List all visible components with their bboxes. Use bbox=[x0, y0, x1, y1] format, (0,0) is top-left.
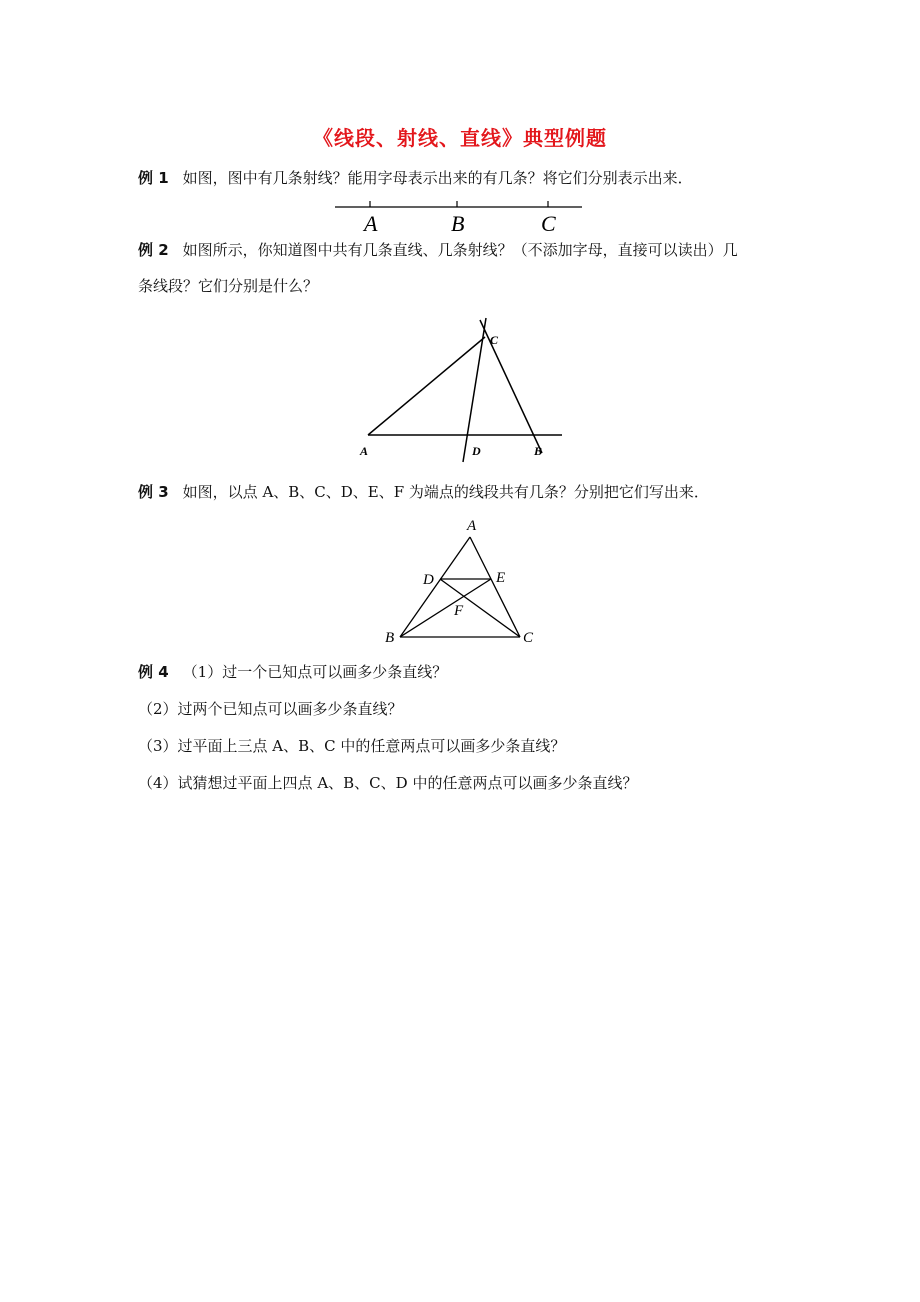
point-label-d: D bbox=[423, 572, 434, 588]
segment-be bbox=[400, 579, 491, 637]
point-label-b: B bbox=[385, 630, 395, 646]
point-label-e: E bbox=[496, 570, 506, 586]
example-3 bbox=[138, 482, 709, 502]
example-2-line-2 bbox=[138, 276, 318, 296]
example-4-q1-text: （1）过一个已知点可以画多少条直线？ bbox=[182, 663, 448, 681]
segment-dc bbox=[440, 579, 520, 637]
example-2-label: 例 2 bbox=[138, 241, 169, 259]
page-title: 《线段、射线、直线》典型例题 bbox=[313, 126, 607, 150]
example-1 bbox=[138, 168, 693, 188]
example-1-label: 例 1 bbox=[138, 169, 169, 187]
point-label-b: B bbox=[534, 444, 543, 458]
example-1-text: 如图，图中有几条射线？能用字母表示出来的有几条？将它们分别表示出来． bbox=[182, 169, 693, 187]
example-4-label: 例 4 bbox=[138, 663, 169, 681]
point-label-f: F bbox=[454, 603, 464, 619]
example-2-text-2: 条线段？它们分别是什么？ bbox=[138, 277, 319, 295]
example-4-q4 bbox=[138, 773, 637, 793]
example-2-line-1 bbox=[138, 240, 738, 260]
segment-ac bbox=[368, 337, 485, 435]
example-4-q2-text: （2）过两个已知点可以画多少条直线？ bbox=[138, 700, 403, 718]
example-4-q2 bbox=[138, 699, 403, 719]
point-label-c: C bbox=[490, 333, 499, 347]
point-label-a: A bbox=[360, 444, 369, 458]
example-4-q1 bbox=[138, 662, 447, 682]
point-label-b: B bbox=[451, 211, 465, 235]
triangle-def-figure bbox=[380, 512, 550, 650]
point-label-a: A bbox=[364, 211, 378, 235]
example-4-q3 bbox=[138, 736, 565, 756]
example-2-text-1: 如图所示，你知道图中共有几条直线、几条射线？（不添加字母，直接可以读出）几 bbox=[182, 241, 738, 259]
example-4-q3-text: （3）过平面上三点 A、B、C 中的任意两点可以画多少条直线？ bbox=[138, 737, 566, 755]
example-3-label: 例 3 bbox=[138, 483, 169, 501]
point-label-a: A bbox=[467, 518, 477, 534]
example-3-text: 如图，以点 A、B、C、D、E、F 为端点的线段共有几条？分别把它们写出来． bbox=[182, 483, 709, 501]
ray-figure-1 bbox=[330, 195, 590, 235]
triangle-lines-figure bbox=[350, 310, 570, 470]
segment-ab bbox=[400, 537, 470, 637]
point-label-c: C bbox=[541, 211, 556, 235]
example-4-q4-text: （4）试猜想过平面上四点 A、B、C、D 中的任意两点可以画多少条直线？ bbox=[138, 774, 638, 792]
point-label-c: C bbox=[523, 630, 534, 646]
line-cd bbox=[463, 318, 486, 462]
point-label-d: D bbox=[472, 444, 481, 458]
